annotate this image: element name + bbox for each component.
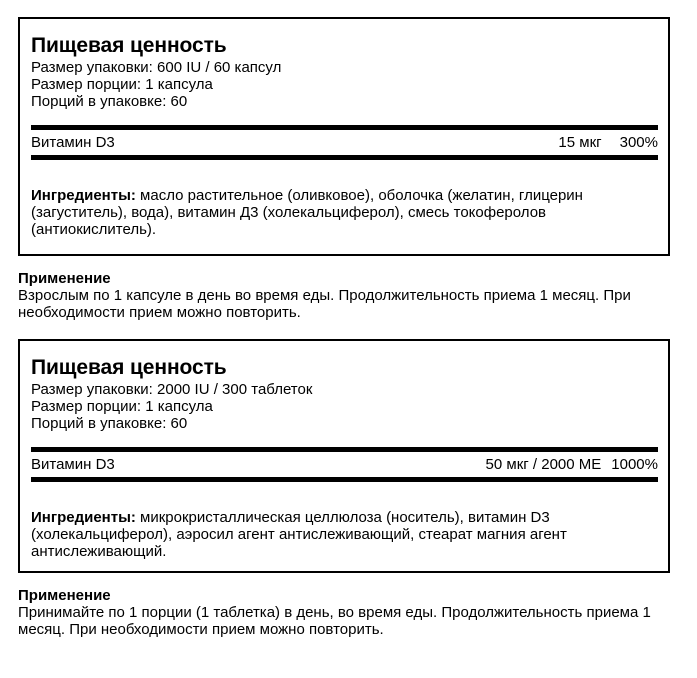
ingredients-text: микрокристаллическая целлюлоза (носитель), витамин D3 (холекальциферол), аэросил агент антислеживающий, стеарат магния агент антислеживающий. [31, 509, 567, 560]
panel-title: Пищевая ценность [31, 356, 227, 379]
nutrient-row [31, 130, 658, 155]
serving-size: Размер порции: 1 капсула [31, 398, 213, 415]
package-size: Размер упаковки: 2000 IU / 300 таблеток [31, 381, 313, 398]
ingredients [31, 509, 658, 560]
usage-heading: Применение [18, 270, 111, 287]
nutrient-name: Витамин D3 [31, 456, 115, 473]
nutrient-amount: 15 мкг [558, 134, 602, 151]
panel-title: Пищевая ценность [31, 34, 227, 57]
nutrient-amount: 50 мкг / 2000 МЕ [485, 456, 602, 473]
ingredients-label: Ингредиенты: [31, 509, 136, 526]
divider [31, 477, 658, 482]
serving-size: Размер порции: 1 капсула [31, 76, 213, 93]
ingredients-text: масло растительное (оливковое), оболочка (желатин, глицерин (загуститель), вода), витамин Д3 (холекальциферол), смесь токоферолов (антиокислитель). [31, 187, 583, 238]
usage-text: Принимайте по 1 порции (1 таблетка) в день, во время еды. Продолжительность приема 1 месяц. При необходимости прием можно повторить. [18, 604, 651, 638]
usage-text: Взрослым по 1 капсуле в день во время еды. Продолжительность приема 1 месяц. При необходимости прием можно повторить. [18, 287, 631, 321]
ingredients [31, 187, 658, 238]
usage-section [18, 270, 683, 321]
ingredients-label: Ингредиенты: [31, 187, 136, 204]
usage-section [18, 587, 683, 638]
package-size: Размер упаковки: 600 IU / 60 капсул [31, 59, 282, 76]
nutrient-name: Витамин D3 [31, 134, 115, 151]
nutrient-percent: 300% [619, 134, 658, 151]
servings-per-container: Порций в упаковке: 60 [31, 93, 188, 110]
servings-per-container: Порций в упаковке: 60 [31, 415, 188, 432]
nutrient-row [31, 452, 658, 477]
nutrient-percent: 1000% [611, 456, 658, 473]
nutrition-facts-panel [18, 17, 670, 256]
usage-heading: Применение [18, 587, 111, 604]
nutrition-facts-panel [18, 339, 670, 573]
divider [31, 155, 658, 160]
